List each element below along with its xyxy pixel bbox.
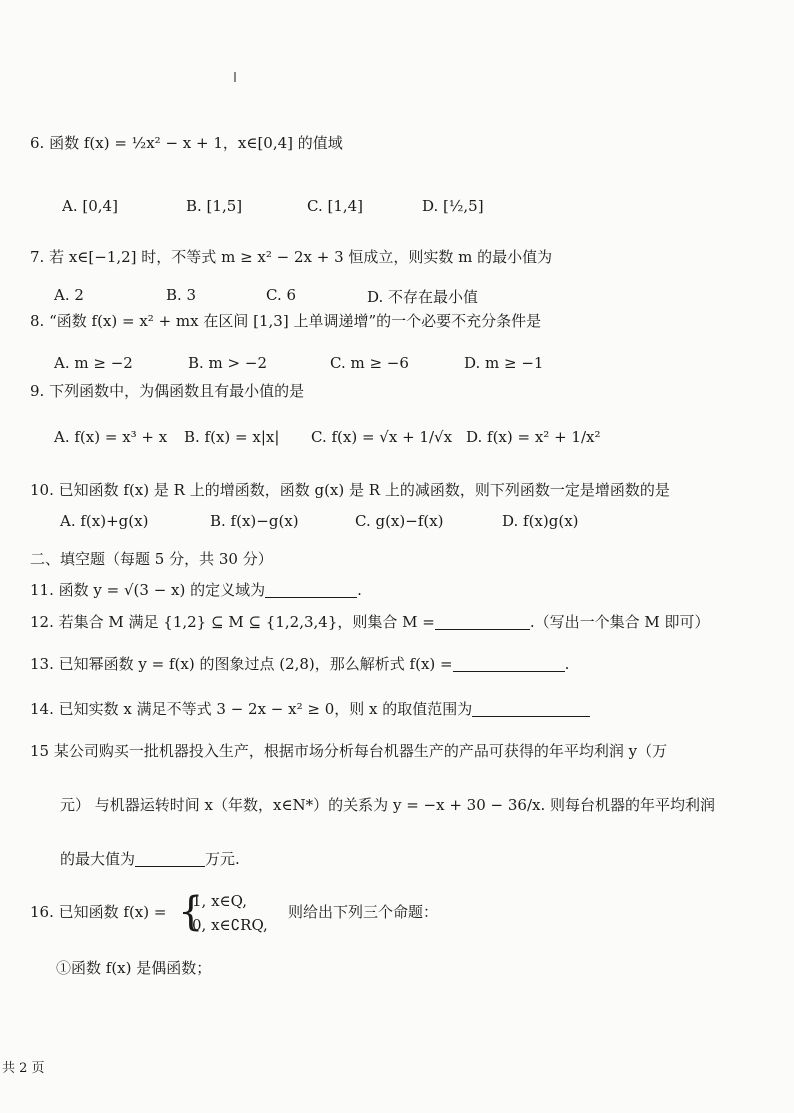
option-b: B. [1,5] [186,197,243,215]
question-8-options [54,354,754,376]
question-15-line-3 [60,848,774,870]
option-a: A. f(x)+g(x) [60,512,149,530]
option-b: B. f(x)−g(x) [210,512,299,530]
question-12 [30,611,774,633]
option-b: B. f(x) = x|x| [184,428,280,446]
question-7-stem: 7. 若 x∈[−1,2] 时，不等式 m ≥ x² − 2x + 3 恒成立，则实数 m 的最小值为 [30,248,553,266]
option-a: A. [0,4] [62,197,118,215]
answer-blank [453,655,565,672]
option-a: A. 2 [54,286,84,304]
option-c: C. 6 [266,286,297,304]
piecewise-case-1: 1, x∈Q, [192,892,247,910]
option-a: A. m ≥ −2 [54,354,133,372]
question-15-line-1: 15 某公司购买一批机器投入生产，根据市场分析每台机器生产的产品可获得的年平均利润 y（万 [30,742,668,760]
answer-blank [435,613,530,630]
option-d: D. m ≥ −1 [464,354,544,372]
option-b: B. 3 [166,286,197,304]
question-7-options [54,286,754,308]
option-c: C. g(x)−f(x) [355,512,444,530]
question-14 [30,698,774,720]
question-11-suffix: . [357,581,362,599]
answer-blank [265,581,357,598]
question-16-text: 16. 已知函数 f(x) = [30,903,167,921]
option-d: D. 不存在最小值 [367,288,479,306]
option-d: D. f(x) = x² + 1/x² [466,428,601,446]
question-16-stem [30,890,774,940]
question-14-text: 14. 已知实数 x 满足不等式 3 − 2x − x² ≥ 0，则 x 的取值范围为 [30,700,473,718]
option-d: D. [½,5] [422,197,484,215]
question-13 [30,653,774,675]
option-c: C. f(x) = √x + 1/√x [311,428,453,446]
question-11 [30,579,774,601]
answer-blank [135,850,205,867]
option-b: B. m > −2 [188,354,267,372]
question-12-suffix: .（写出一个集合 M 即可） [529,613,710,631]
question-10-options [60,512,760,534]
scan-mark [234,72,236,82]
question-9-options [54,428,774,450]
section-heading: 二、填空题（每题 5 分，共 30 分） [30,550,273,568]
question-6-options [62,197,762,219]
question-15-suffix: 万元. [205,850,240,868]
question-15-line-2: 元） 与机器运转时间 x（年数，x∈N*）的关系为 y = −x + 30 − 36/x. 则每台机器的年平均利润 [60,796,715,814]
question-10-stem: 10. 已知函数 f(x) 是 R 上的增函数，函数 g(x) 是 R 上的减函数，则下列函数一定是增函数的是 [30,481,670,499]
question-16-suffix: 则给出下列三个命题： [288,903,439,921]
piecewise-case-2: 0, x∈∁RQ, [192,916,268,934]
option-c: C. m ≥ −6 [330,354,409,372]
question-9-stem: 9. 下列函数中，为偶函数且有最小值的是 [30,382,305,400]
page-footer: 共 2 页 [2,1061,45,1076]
question-13-suffix: . [564,655,570,673]
piecewise-brace: { [178,889,204,935]
question-12-text: 12. 若集合 M 满足 {1,2} ⊆ M ⊆ {1,2,3,4}，则集合 M = [30,613,435,631]
question-16-item-1: ①函数 f(x) 是偶函数； [56,959,212,977]
question-13-text: 13. 已知幂函数 y = f(x) 的图象过点 (2,8)，那么解析式 f(x) = [30,655,453,673]
answer-blank [472,700,590,717]
option-a: A. f(x) = x³ + x [54,428,168,446]
question-11-text: 11. 函数 y = √(3 − x) 的定义域为 [30,581,266,599]
question-8-stem: 8. “函数 f(x) = x² + mx 在区间 [1,3] 上单调递增”的一个必要不充分条件是 [30,312,542,330]
option-c: C. [1,4] [307,197,364,215]
question-6-stem: 6. 函数 f(x) = ½x² − x + 1，x∈[0,4] 的值域 [30,134,343,152]
option-d: D. f(x)g(x) [502,512,579,530]
question-15-text: 的最大值为 [60,850,136,868]
